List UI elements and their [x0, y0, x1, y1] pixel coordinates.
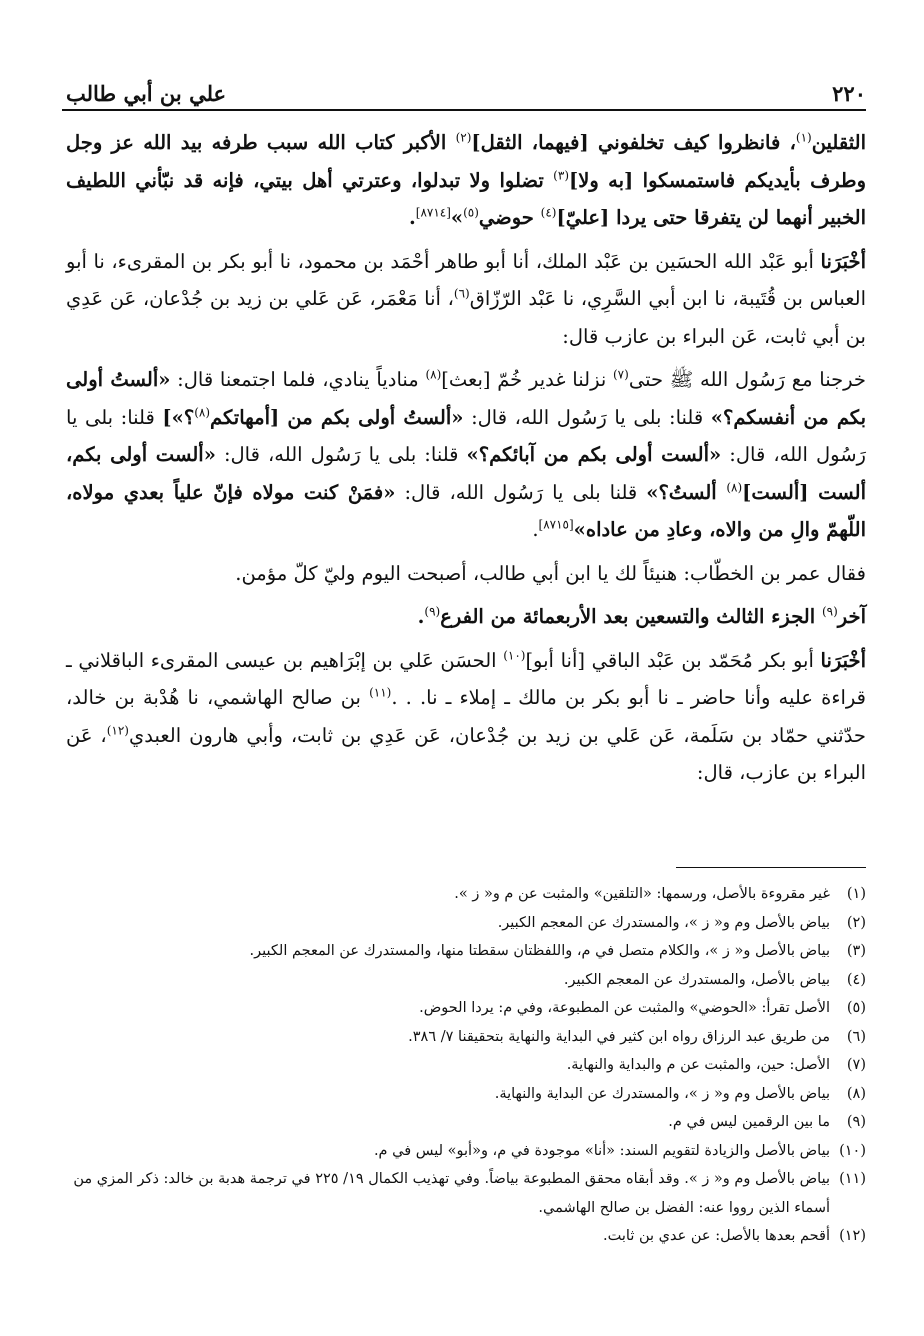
- footnote-number: (٢): [846, 914, 866, 931]
- footnote-ref: (٩): [821, 604, 838, 619]
- emphasized-text: «ألستُ أولى بكم من [أمهاتكم: [210, 405, 464, 429]
- text-run: منادياً ينادي، فلما اجتمعنا قال:: [170, 368, 426, 391]
- footnote-text: الأصل: حين، والمثبت عن م والبداية والنهاية.: [566, 1057, 830, 1073]
- footnote-ref: (١): [795, 130, 812, 145]
- text-run: بن صالح الهاشمي، نا هُدْبة بن خالد، حدّثني حمّاد بن سَلَمة، عَن عَلي بن زيد بن جُدْعان، عَن عَدِي بن ثابت، وأبي هارون العبدي: [66, 686, 866, 747]
- footnote-text: بياض بالأصل والزيادة لتقويم السند: «أنا» موجودة في م، و«أبو» ليس في م.: [373, 1142, 830, 1159]
- text-run: آخر: [837, 605, 866, 628]
- footnote-number: (٦): [846, 1028, 866, 1045]
- text-run: .: [532, 518, 539, 541]
- text-run: ، عَن البراء بن عازب، قال:: [66, 723, 866, 784]
- footnote-text: بياض بالأصل وم و« ز »، والمستدرك عن المعجم الكبير.: [497, 914, 830, 931]
- footnote-ref: (١٢): [106, 723, 129, 737]
- footnote-number: (٨): [846, 1085, 866, 1102]
- text-run: أبو بكر مُحَمّد بن عَبْد الباقي [أنا أبو]: [525, 648, 821, 672]
- text-run: ، فانظروا كيف تخلفوني [فيهما، الثقل]: [471, 131, 796, 154]
- running-title: علي بن أبي طالب: [66, 81, 227, 106]
- text-run: قلنا بلى يا رَسُول الله، قال:: [395, 480, 647, 504]
- emphasized-text: «ألستُ أولى بكم من أنفسكم؟»: [66, 368, 866, 429]
- footnote-ref: (٤): [540, 205, 557, 220]
- footnote-item: [66, 880, 866, 909]
- footnote-number: (١٠): [839, 1142, 866, 1159]
- page-number: ٢٢٠: [832, 81, 866, 106]
- text-run: الجزء الثالث والتسعين بعد الأربعمائة من الفرع: [440, 605, 822, 628]
- text-run: الثقلين: [811, 131, 866, 154]
- footnote-ref: (٣): [553, 168, 569, 182]
- footnote-item: [66, 966, 866, 995]
- footnote-text: ما بين الرقمين ليس في م.: [668, 1114, 830, 1130]
- paragraph-p4: [66, 555, 866, 593]
- footnote-item: [66, 1080, 866, 1109]
- footnote-ref: (١٠): [503, 648, 526, 662]
- text-run: قلنا: بلى يا رَسُول الله، قال:: [66, 405, 866, 466]
- footnote-text: بياض بالأصل وم و« ز ». وقد أبقاه محقق المطبوعة بياضاً. وفي تهذيب الكمال ١٩/ ٢٢٥ في ترجمة هدبة بن خالد: ذكر المزي من أسماء الذين رووا عنه: الفضل بن صالح الهاشمي.: [73, 1171, 830, 1216]
- text-run: .: [408, 206, 416, 229]
- footnote-number: (١٢): [839, 1228, 866, 1244]
- footnote-text: بياض بالأصل و« ز »، والكلام متصل في م، واللفظتان سقطتا منها، والمستدرك عن المعجم الكبير.: [249, 943, 830, 959]
- footnote-ref: (١١): [369, 685, 392, 700]
- footnote-text: الأصل تقرأ: «الحوضي» والمثبت عن المطبوعة، وفي م: يردا الحوض.: [419, 1000, 830, 1016]
- footnote-text: غير مقروءة بالأصل، ورسمها: «التلقين» والمثبت عن م و« ز ».: [454, 886, 830, 902]
- paragraph-p2: [66, 243, 866, 356]
- footnote-number: (١): [846, 886, 866, 902]
- text-run: ، أنا مَعْمَر، عَن عَلي بن زيد بن جُدْعان، عَن عَدِي بن أبي ثابت، عَن البراء بن عازب قال:: [66, 287, 866, 348]
- text-run: قلنا: بلى يا رَسُول الله، قال:: [215, 443, 467, 466]
- footnote-item: [66, 937, 866, 966]
- text-run: .: [417, 605, 425, 628]
- emphasized-text: أخْبَرَنا: [820, 648, 866, 672]
- emphasized-text: «ألست أولى بكم، ألست [ألست]: [66, 443, 867, 504]
- footnote-ref: (٩): [424, 604, 441, 619]
- text-run: نزلنا غدير خُمّ [بعث]: [441, 368, 613, 391]
- text-run: تضلوا ولا تبدلوا، وعترتي أهل بيتي، فإنه قد نبّأني اللطيف الخبير أنهما لن يتفرقا حتى يردا [عليّ]: [66, 168, 866, 229]
- text-run: الأكبر كتاب الله سبب طرفه بيد الله عز وجل وطرف بأيديكم فاستمسكوا [به ولا]: [66, 131, 866, 192]
- footnotes: [66, 880, 866, 1251]
- footnote-text: بياض بالأصل وم و« ز »، والمستدرك عن البداية والنهاية.: [494, 1085, 830, 1102]
- main-text: [66, 124, 866, 798]
- text-run: أبو عَبْد الله الحسَين بن عَبْد الملك، أنا أبو طاهر أحْمَد بن محمود، نا أبو بكر بن المقرىء، نا أبو العباس بن قُتَيبة، نا ابن أبي السَّرِي، نا عَبْد الرّزّاق: [66, 249, 866, 310]
- footnote-item: [66, 1023, 866, 1052]
- text-run: الحسَن عَلي بن إبْرَاهيم بن عيسى المقرىء الباقلاني ـ قراءة عليه وأنا حاضر ـ نا أبو بكر بن مالك ـ إملاء ـ نا. . .: [66, 648, 866, 709]
- footnote-text: بياض بالأصل، والمستدرك عن المعجم الكبير.: [563, 971, 830, 988]
- footnote-number: (٥): [846, 1000, 866, 1016]
- emphasized-text: «فمَنْ كنت مولاه فإنّ علياً بعدي مولاه، اللّهمّ والِ من والاه، وعادِ من عاداه»: [66, 480, 866, 541]
- footnote-ref: (٢): [455, 130, 472, 145]
- footnote-ref: [٨٧١٤]: [415, 205, 451, 220]
- footnote-text: من طريق عبد الرزاق رواه ابن كثير في البداية والنهاية بتحقيقنا ٧/ ٣٨٦.: [408, 1028, 830, 1045]
- footnote-item: [66, 1051, 866, 1080]
- footnote-number: (١١): [839, 1171, 866, 1187]
- text-run: خرجنا مع رَسُول الله ﷺ حتى: [628, 368, 866, 391]
- footnote-ref: (٨): [194, 405, 211, 419]
- text-run: قلنا: بلى يا رَسُول الله، قال:: [463, 405, 711, 429]
- footnote-text: أقحم بعدها بالأصل: عن عدي بن ثابت.: [603, 1228, 830, 1244]
- text-run: حوضي: [478, 206, 541, 229]
- footnote-ref: (٥): [463, 205, 479, 220]
- emphasized-text: ؟»]: [162, 405, 195, 429]
- paragraph-p5: [66, 598, 866, 636]
- footnote-number: (٩): [846, 1114, 866, 1130]
- footnote-ref: (٨): [425, 367, 442, 382]
- footnote-ref: (٦): [453, 286, 470, 301]
- emphasized-text: أخْبَرَنا: [820, 249, 866, 273]
- footnote-ref: (٧): [612, 367, 629, 382]
- header-rule: [62, 109, 866, 111]
- page-header: [66, 66, 866, 106]
- emphasized-text: ألستُ؟»: [646, 480, 727, 504]
- paragraph-p3: [66, 361, 866, 549]
- text-run: »: [450, 206, 464, 229]
- footnote-ref: [٨٧١٥]: [538, 517, 574, 532]
- footnote-item: [66, 1108, 866, 1137]
- footnote-number: (٤): [846, 971, 866, 988]
- footnote-item: [66, 1137, 866, 1166]
- footnote-item: [66, 994, 866, 1023]
- footnote-number: (٣): [846, 943, 866, 959]
- footnote-ref: (٨): [726, 480, 743, 494]
- paragraph-p6: [66, 642, 866, 792]
- paragraph-p1: [66, 124, 866, 237]
- footnote-item: [66, 909, 866, 938]
- text-run: فقال عمر بن الخطّاب: هنيئاً لك يا ابن أبي طالب، أصبحت اليوم وليّ كلّ مؤمن.: [235, 561, 866, 585]
- footnote-number: (٧): [846, 1057, 866, 1073]
- footnote-item: [66, 1222, 866, 1251]
- footnote-item: [66, 1165, 866, 1222]
- emphasized-text: «ألست أولى بكم من آبائكم؟»: [466, 443, 722, 466]
- footnote-rule: [676, 867, 866, 868]
